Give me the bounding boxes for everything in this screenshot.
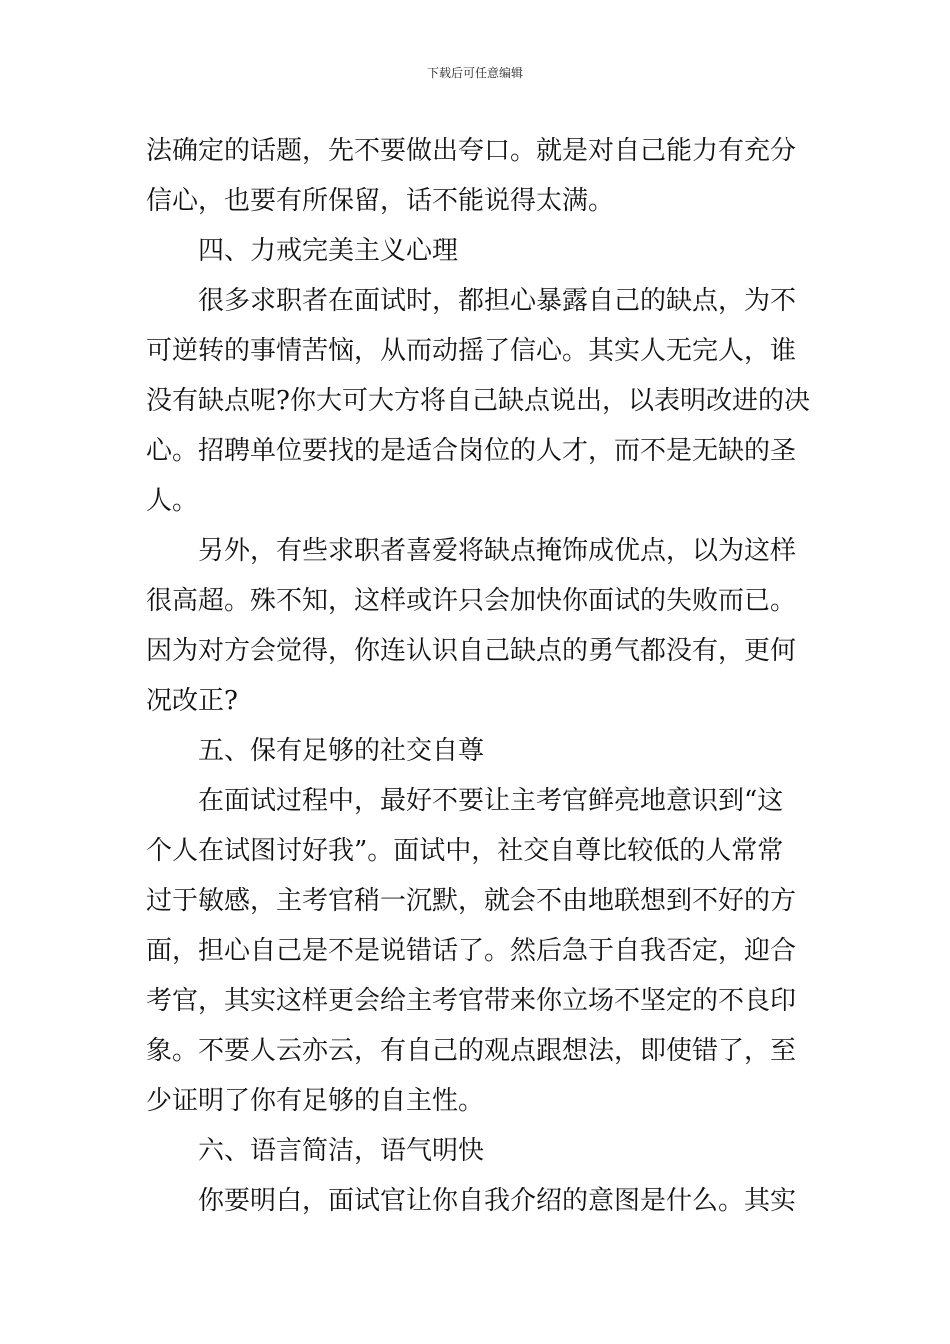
text-line: 心。招聘单位要找的是适合岗位的人才，而不是无缺的圣 — [146, 436, 797, 466]
document-body — [146, 126, 808, 1226]
text-line: 面，担心自己是不是说错话了。然后急于自我否定，迎合 — [146, 936, 797, 966]
section-heading: 六、语言简洁，语气明快 — [198, 1136, 485, 1166]
section-heading: 五、保有足够的社交自尊 — [198, 736, 485, 766]
text-line: 个人在试图讨好我”。面试中，社交自尊比较低的人常常 — [146, 836, 784, 866]
text-line: 很多求职者在面试时，都担心暴露自己的缺点，为不 — [198, 286, 797, 316]
text-line: 法确定的话题，先不要做出夸口。就是对自己能力有充分 — [146, 136, 797, 166]
text-line: 少证明了你有足够的自主性。 — [146, 1086, 485, 1116]
text-line: 象。不要人云亦云，有自己的观点跟想法，即使错了，至 — [146, 1036, 797, 1066]
text-line: 另外，有些求职者喜爱将缺点掩饰成优点，以为这样 — [198, 536, 797, 566]
text-line: 没有缺点呢?你大可大方将自己缺点说出，以表明改进的决 — [146, 386, 810, 416]
text-line: 在面试过程中，最好不要让主考官鲜亮地意识到“这 — [198, 786, 784, 816]
text-line: 可逆转的事情苦恼，从而动摇了信心。其实人无完人，谁 — [146, 336, 797, 366]
text-line: 信心，也要有所保留，话不能说得太满。 — [146, 186, 615, 216]
text-line: 况改正? — [146, 686, 238, 716]
text-line: 因为对方会觉得，你连认识自己缺点的勇气都没有，更何 — [146, 636, 797, 666]
section-heading: 四、力戒完美主义心理 — [198, 236, 459, 266]
text-line: 考官，其实这样更会给主考官带来你立场不坚定的不良印 — [146, 986, 797, 1016]
text-line: 人。 — [146, 486, 199, 516]
text-line: 很高超。殊不知，这样或许只会加快你面试的失败而已。 — [146, 586, 797, 616]
text-line: 你要明白，面试官让你自我介绍的意图是什么。其实 — [198, 1186, 797, 1216]
text-line: 过于敏感，主考官稍一沉默，就会不由地联想到不好的方 — [146, 886, 797, 916]
page-header: 下载后可任意编辑 — [426, 66, 523, 80]
